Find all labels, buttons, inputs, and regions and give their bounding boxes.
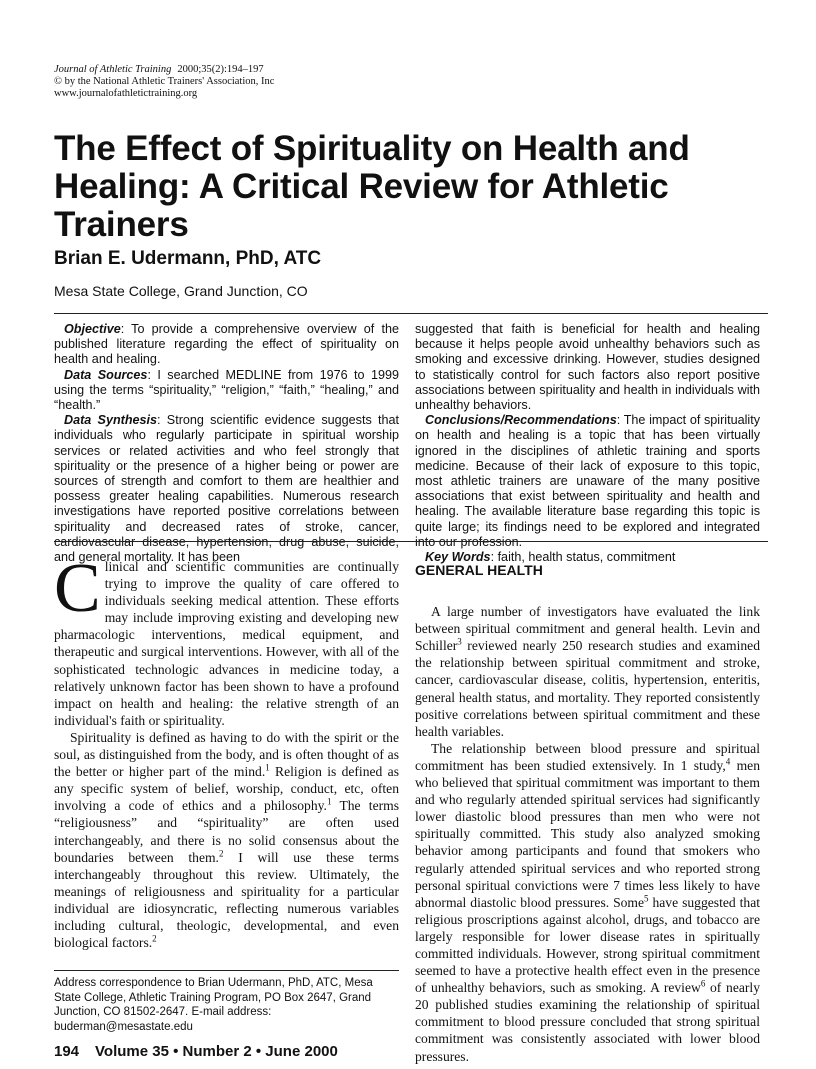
data-sources-label: Data Sources	[64, 367, 148, 382]
data-sources-text: I searched MEDLINE from 1976 to 1999 using the terms “spirituality,” “religion,” “faith,” “healing,” and “health.”	[54, 367, 399, 413]
abstract-left-column	[54, 322, 399, 565]
intro-paragraph-2-text-b: Religion is defined as any specific system of belief, worship, conduct, etc, often involving a code of ethics and a philosophy.	[54, 764, 399, 814]
correspondence-address: Address correspondence to Brian Udermann, PhD, ATC, Mesa State College, Athletic Training Program, PO Box 2647, Grand Junction, CO 81502-2647. E-mail address: buderman@mesastate.edu	[54, 977, 373, 1033]
conclusions-text: The impact of spirituality on health and healing is a topic that has been virtually ignored in the disciplines of athletic training and sports medicine. Because of their lack of exposure to this topic, most athletic trainers are unaware of the many positive associations that exist between spirituality and health and healing. The available literature base regarding this topic is quite large; its findings need to be explored and integrated into our profession.	[415, 413, 760, 549]
reference-4: 4	[725, 756, 731, 767]
abstract-top-rule	[54, 313, 768, 314]
abstract-right-column	[415, 322, 760, 565]
intro-paragraph-2-text-c: The terms “religiousness” and “spirituality” are often used interchangeably, and there is no solid consensus about the boundaries between them.	[54, 798, 399, 865]
general-health-paragraph-2-text-d: of nearly 20 published studies examining the relationship of spiritual commitment to blood pressure concluded that strong spiritual commitment was consistently associated with lower blood pressures.	[415, 980, 760, 1064]
reference-6: 6	[700, 978, 706, 989]
abstract-keywords: Key Words: faith, health status, commitment	[425, 550, 676, 565]
footnote-rule	[54, 970, 399, 971]
abstract-conclusions: Conclusions/Recommendations: The impact of spirituality on health and healing is a topic that has been virtually ignored in the disciplines of athletic training and sports medicine. Because of their lack of exposure to this topic, most athletic trainers are unaware of the many positive associations that exist between spirituality and health and healing. The available literature base regarding this topic is quite large; its findings need to be explored and integrated into our profession.	[415, 413, 760, 549]
journal-header	[54, 64, 274, 100]
reference-5: 5	[644, 893, 649, 904]
journal-citation: 2000;35(2):194–197	[177, 64, 264, 75]
intro-paragraph-2-text-d: I will use these terms interchangeably throughout this review. Ultimately, the meanings of religiousness and spirituality for a particular individual are idiosyncratic, reflecting numerous variables including cultural, theologic, developmental, and even biological factors.	[54, 849, 400, 951]
general-health-paragraph-1-text-a: A large number of investigators have evaluated the link between spiritual commitment and general health. Levin and Schiller	[415, 604, 760, 654]
author-affiliation: Mesa State College, Grand Junction, CO	[54, 283, 308, 299]
intro-paragraph-2-text-a: Spirituality is defined as having to do with the spirit or the soul, as distinguished from the body, and is often thought of as the better or higher part of the mind.	[54, 729, 399, 780]
reference-2: 2	[218, 848, 224, 859]
page-footer	[54, 1043, 338, 1060]
intro-paragraph-1	[54, 550, 399, 729]
keywords-label: Key Words	[425, 550, 491, 565]
general-health-paragraph-1-text-b: reviewed nearly 250 research studies and examined the relationship between spiritual commitment and stroke, cancer, cardiovascular disease, colitis, hypertension, enteritis, general health status, and mortality. They reported consistently positive correlations between spiritual commitment and these health variables.	[415, 638, 760, 739]
intro-paragraph-1-text: linical and scientific communities are continually trying to improve the quality of care offered to individuals seeking medical attention. These efforts may include improving existing and developing new pharmacologic interventions, medical equipment, and therapeutic and surgical interventions. However, with all of the sophisticated technologic advances in medicine today, a relatively unknown factor has been shown to have a profound impact on health and healing: the relative strength of an individual's faith or spirituality.	[54, 559, 399, 728]
reference-3: 3	[457, 636, 462, 647]
general-health-paragraph-2	[415, 740, 760, 1065]
reference-1: 1	[265, 762, 270, 773]
issue-info: Volume 35 • Number 2 • June 2000	[95, 1043, 338, 1060]
general-health-paragraph-1	[415, 603, 760, 740]
objective-text: To provide a comprehensive overview of the published literature regarding the effect of spirituality on health and healing.	[54, 322, 399, 367]
intro-paragraph-2	[54, 729, 399, 951]
journal-name: Journal of Athletic Training	[54, 64, 172, 75]
data-synthesis-text: Strong scientific evidence suggests that individuals who regularly participate in spiritual worship services or related activities and who feel strongly that spirituality or the presence of a higher being or power are sources of strength and comfort to them are healthier and possess greater healing capabilities. Numerous research investigations have reported positive correlations between spirituality and decreased rates of stroke, cancer, cardiovascular disease, hypertension, drug abuse, suicide, and general mortality. It has been	[54, 413, 400, 565]
general-health-paragraph-2-text-c: have suggested that religious proscriptions against alcohol, drugs, and tobacco are largely responsible for lower disease rates in spiritually committed individuals. However, strong spiritual commitment seemed to have a protective health effect even in the presence of unhealthy behaviors, such as smoking. A review	[415, 894, 760, 996]
general-health-paragraph-2-text-a: The relationship between blood pressure and spiritual commitment has been studied extensively. In 1 study,	[415, 740, 760, 773]
abstract-data-synthesis: Data Synthesis: Strong scientific evidence suggests that individuals who regularly participate in spiritual worship services or related activities and who feel strongly that spirituality or the presence of a higher being or power are sources of strength and comfort to them are healthier and possess greater healing capabilities. Numerous research investigations have reported positive correlations between spirituality and decreased rates of stroke, cancer, cardiovascular disease, hypertension, drug abuse, suicide, and general mortality. It has been	[54, 413, 400, 565]
copyright-line: © by the National Athletic Trainers' Association, Inc	[54, 76, 275, 87]
journal-website: www.journalofathletictraining.org	[54, 88, 198, 99]
abstract-data-sources: Data Sources: I searched MEDLINE from 1976 to 1999 using the terms “spirituality,” “religion,” “faith,” “healing,” and “health.”	[54, 367, 399, 413]
body-left-column	[54, 550, 400, 951]
body-right-column	[415, 558, 760, 1065]
page-number: 194	[54, 1043, 80, 1060]
general-health-paragraph-2-text-b: men who believed that spiritual commitment was important to them and who regularly attended spiritual services had significantly lower diastolic blood pressures than men who were not spiritually committed. This study also analyzed smoking behavior among participants and found that smokers who regularly attended spiritual services and who reported strong personal spiritual convictions were 7 times less likely to have abnormal diastolic blood pressures. Some	[415, 757, 760, 910]
data-synthesis-label: Data Synthesis	[64, 413, 158, 428]
article-author: Brian E. Udermann, PhD, ATC	[54, 248, 322, 269]
abstract-objective: Objective: To provide a comprehensive overview of the published literature regarding the effect of spirituality on health and healing.	[54, 322, 399, 367]
reference-1b: 1	[326, 796, 332, 807]
article-title: The Effect of Spirituality on Health and Healing: A Critical Review for Athletic Trainers	[54, 129, 690, 244]
drop-cap: C	[54, 550, 101, 627]
conclusions-label: Conclusions/Recommendations	[425, 413, 617, 428]
abstract-bottom-rule	[54, 541, 768, 542]
reference-2b: 2	[152, 933, 157, 944]
section-heading-general-health: GENERAL HEALTH	[415, 562, 543, 578]
keywords-text: faith, health status, commitment	[497, 550, 676, 565]
abstract-data-synthesis-continued: suggested that faith is beneficial for health and healing because it helps people avoid unhealthy behaviors such as smoking and excessive drinking. However, studies designed to statistically control for such factors also report positive associations between spirituality and health in individuals with unhealthy behaviors.	[415, 322, 760, 413]
objective-label: Objective	[64, 322, 121, 336]
journal-citation-line	[54, 64, 274, 76]
